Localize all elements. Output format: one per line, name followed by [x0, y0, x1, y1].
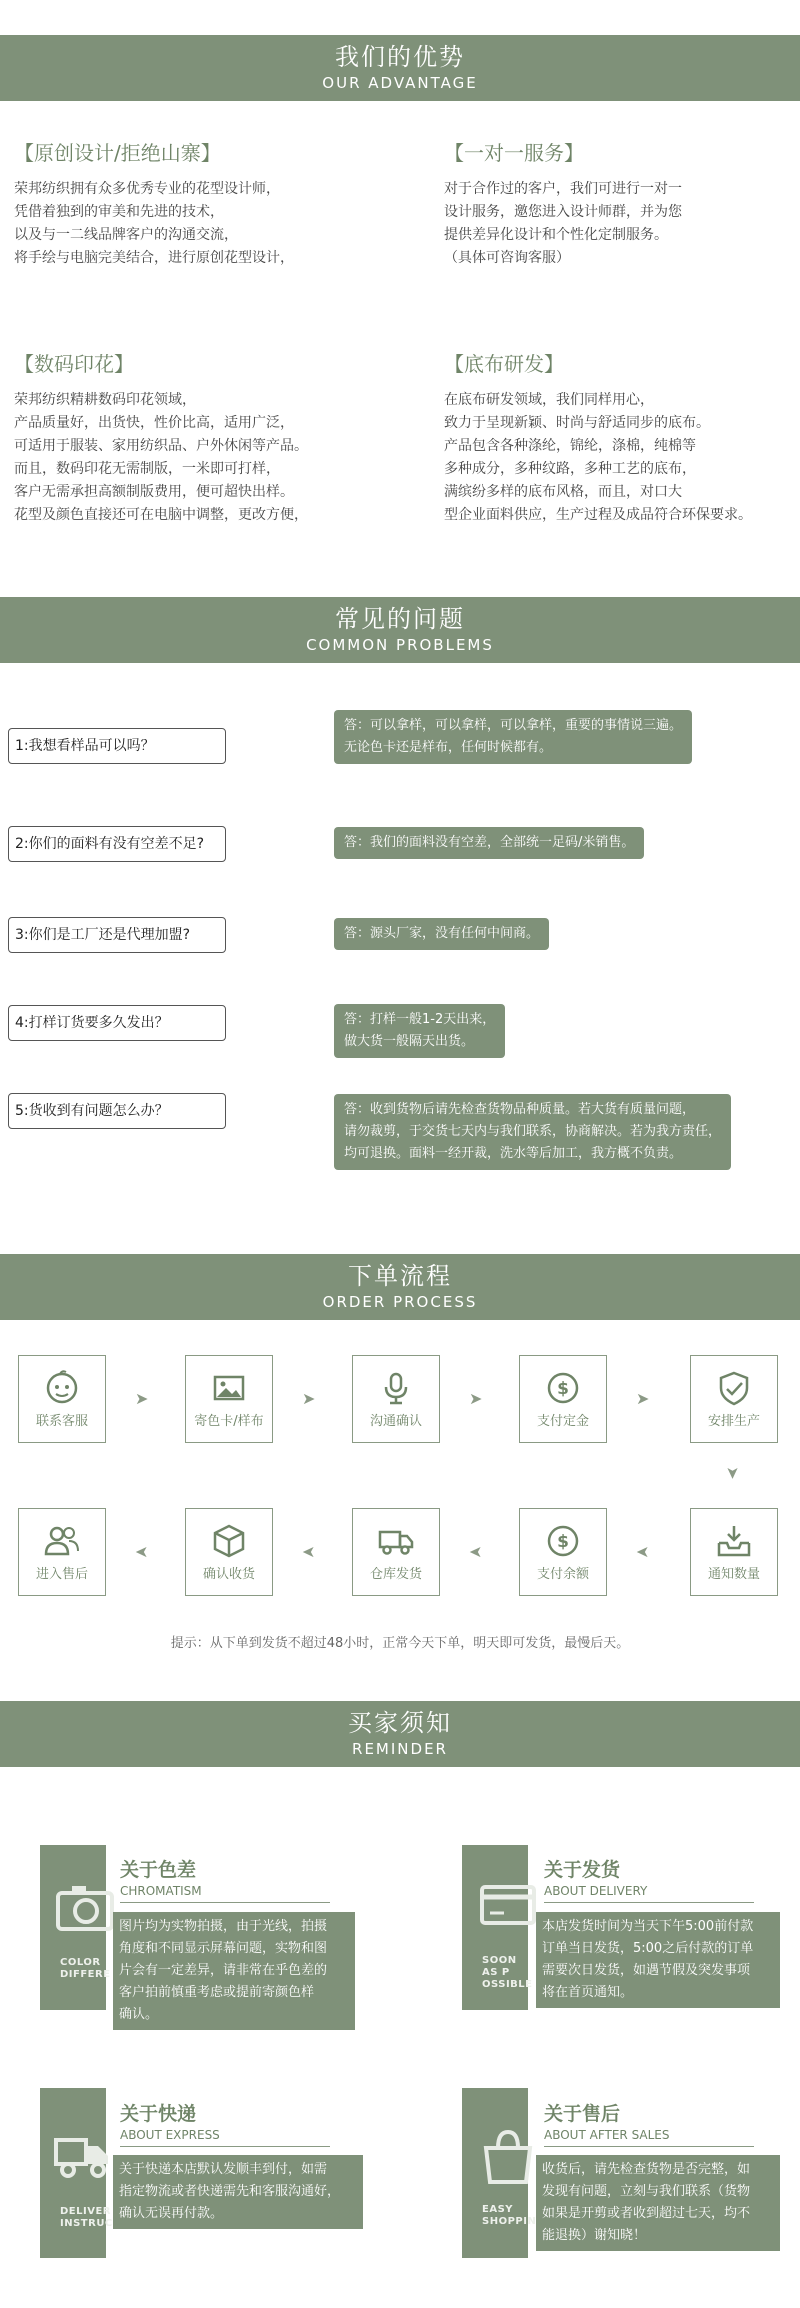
order-note: 提示：从下单到发货不超过48小时，正常今天下单，明天即可发货，最慢后天。 [170, 1636, 630, 1651]
step-label: 仓库发货 [369, 1567, 422, 1582]
step-label: 支付余额 [536, 1567, 589, 1582]
step-confirm-receipt [185, 1508, 273, 1596]
step-label: 通知数量 [707, 1567, 760, 1582]
advantage-original-design [14, 140, 364, 270]
chromatism-subtitle: CHROMATISM [120, 1884, 330, 1903]
camera-icon [56, 1883, 116, 1933]
step-label: 安排生产 [707, 1414, 760, 1429]
step-arrange-production [690, 1355, 778, 1443]
faq-question-2: 2:你们的面料有没有空差不足? [8, 826, 226, 862]
order-title: 下单流程 [348, 1262, 452, 1290]
advantage-body-base-fabric: 在底布研发领域，我们同样用心， 致力于呈现新颖、时尚与舒适同步的底布。 产品包含各种涤纶，锦纶，涤棉，纯棉等 多种成分，多种纹路，多种工艺的底布， 满缤纷多样的底布风格，而且，对口大 型企业面料供应，生产过程及成品符合环保要求。 [444, 392, 752, 523]
step-warehouse-ship [352, 1508, 440, 1596]
express-subtitle: ABOUT EXPRESS [120, 2128, 330, 2147]
inbox-icon [714, 1521, 754, 1561]
after-sales-subtitle: ABOUT AFTER SALES [544, 2128, 754, 2147]
express-body: 关于快递本店默认发顺丰到付，如需 指定物流或者快递需先和客服沟通好， 确认无误再付款。 [113, 2155, 363, 2229]
truck-icon [376, 1521, 416, 1561]
step-pay-balance [519, 1508, 607, 1596]
svg-text:$: $ [557, 1379, 569, 1399]
express-art [40, 2088, 113, 2258]
faq-answer-4: 答：打样一般1-2天出来， 做大货一般隔天出货。 [334, 1004, 505, 1058]
after-sales-title: 关于售后 [544, 2103, 621, 2125]
advantage-title-base-fabric: 【底布研发】 [444, 352, 564, 376]
advantage-title: 我们的优势 [335, 43, 465, 71]
dollar-icon [543, 1368, 583, 1408]
order-banner [0, 1254, 800, 1320]
advantage-body-original-design: 荣邦纺织拥有众多优秀专业的花型设计师， 凭借着独到的审美和先进的技术， 以及与一二线品牌客户的沟通交流， 将手绘与电脑完美结合，进行原创花型设计， [14, 181, 294, 266]
faq-answer-1: 答：可以拿样，可以拿样，可以拿样，重要的事情说三遍。 无论色卡还是样布，任何时候都有。 [334, 710, 692, 764]
advantage-one-on-one [444, 140, 794, 270]
image-icon [209, 1368, 249, 1408]
faq-title: 常见的问题 [335, 605, 465, 633]
chromatism-title: 关于色差 [120, 1859, 197, 1881]
card-icon [478, 1881, 538, 1931]
after-sales-art-text: EASY SHOPPIN [482, 2204, 537, 2227]
delivery-art [462, 1845, 533, 2010]
delivery-subtitle: ABOUT DELIVERY [544, 1884, 754, 1903]
users-icon [42, 1521, 82, 1561]
express-art-text: DELIVER INSTRUC [60, 2206, 113, 2229]
step-label: 确认收货 [202, 1567, 255, 1582]
chromatism-body: 图片均为实物拍摄，由于光线，拍摄 角度和不同显示屏幕问题，实物和图 片会有一定差异，请非常在乎色差的 客户拍前慎重考虑或提前寄颜色样 确认。 [113, 1912, 355, 2030]
faq-answer-5: 答：收到货物后请先检查货物品种质量。若大货有质量问题， 请勿裁剪，于交货七天内与我们联系，协商解决。若为我方责任， 均可退换。面料一经开裁，洗水等后加工，我方概不负责。 [334, 1094, 731, 1170]
step-notify-quantity [690, 1508, 778, 1596]
reminder-subtitle: REMINDER [352, 1740, 448, 1758]
step-pay-deposit [519, 1355, 607, 1443]
after-sales-body: 收货后，请先检查货物是否完整，如 发现有问题，立刻与我们联系（货物 如果是开剪或者收到超过七天，均不 能退换）谢知晓！ [536, 2155, 780, 2251]
arrow-down-icon: ➤ [723, 1466, 743, 1480]
arrow-left-icon: ➤ [636, 1543, 650, 1562]
step-label: 寄色卡/样布 [194, 1414, 264, 1429]
advantage-body-one-on-one: 对于合作过的客户，我们可进行一对一 设计服务，邀您进入设计师群，并为您 提供差异化设计和个性化定制服务。 （具体可咨询客服） [444, 181, 682, 266]
delivery-title: 关于发货 [544, 1859, 621, 1881]
svg-text:$: $ [557, 1532, 569, 1552]
advantage-body-digital-print: 荣邦纺织精耕数码印花领域， 产品质量好，出货快，性价比高，适用广泛， 可适用于服装、家用纺织品、户外休闲等产品。 而且，数码印花无需制版，一米即可打样， 客户无需承担高额制版费用，便可超快出样。 花型及颜色直接还可在电脑中调整，更改方便， [14, 392, 308, 523]
truck-icon [54, 2132, 114, 2182]
arrow-left-icon: ➤ [469, 1543, 483, 1562]
delivery-art-text: SOON AS P OSSIBLE [482, 1955, 533, 1990]
advantage-title-digital-print: 【数码印花】 [14, 352, 134, 376]
advantage-digital-print [14, 351, 364, 527]
faq-subtitle: COMMON PROBLEMS [306, 636, 494, 654]
arrow-left-icon: ➤ [302, 1543, 316, 1562]
order-subtitle: ORDER PROCESS [322, 1293, 478, 1311]
arrow-right-icon: ➤ [135, 1389, 149, 1408]
step-label: 支付定金 [536, 1414, 589, 1429]
step-after-sales [18, 1508, 106, 1596]
advantage-base-fabric [444, 351, 794, 527]
faq-question-3: 3:你们是工厂还是代理加盟? [8, 917, 226, 953]
step-label: 联系客服 [35, 1414, 88, 1429]
dollar-icon [543, 1521, 583, 1561]
box-icon [209, 1521, 249, 1561]
faq-question-5: 5:货收到有问题怎么办？ [8, 1093, 226, 1129]
arrow-right-icon: ➤ [636, 1389, 650, 1408]
faq-question-1: 1:我想看样品可以吗？ [8, 728, 226, 764]
shopping-bag-icon [478, 2126, 538, 2186]
after-sales-art [462, 2088, 537, 2258]
step-label: 进入售后 [35, 1567, 88, 1582]
step-communicate-confirm [352, 1355, 440, 1443]
step-contact-service [18, 1355, 106, 1443]
express-title: 关于快递 [120, 2103, 197, 2125]
reminder-title: 买家须知 [348, 1709, 452, 1737]
delivery-body: 本店发货时间为当天下午5:00前付款 订单当日发货，5:00之后付款的订单 需要次日发货，如遇节假及突发事项 将在首页通知。 [536, 1912, 780, 2008]
arrow-right-icon: ➤ [469, 1389, 483, 1408]
chromatism-art [40, 1845, 111, 2010]
faq-question-4: 4:打样订货要多久发出？ [8, 1005, 226, 1041]
face-icon [42, 1368, 82, 1408]
faq-answer-3: 答：源头厂家，没有任何中间商。 [334, 918, 549, 950]
faq-banner [0, 597, 800, 663]
advantage-subtitle: OUR ADVANTAGE [322, 74, 478, 92]
faq-answer-2: 答：我们的面料没有空差，全部统一足码/米销售。 [334, 827, 644, 859]
shield-icon [714, 1368, 754, 1408]
chromatism-art-text: COLOR DIFFERE [60, 1957, 111, 1980]
advantage-banner [0, 35, 800, 101]
arrow-left-icon: ➤ [135, 1543, 149, 1562]
advantage-title-original-design: 【原创设计/拒绝山寨】 [14, 141, 221, 165]
arrow-right-icon: ➤ [302, 1389, 316, 1408]
step-label: 沟通确认 [369, 1414, 422, 1429]
reminder-banner [0, 1701, 800, 1767]
advantage-title-one-on-one: 【一对一服务】 [444, 141, 584, 165]
step-send-swatch [185, 1355, 273, 1443]
microphone-icon [376, 1368, 416, 1408]
